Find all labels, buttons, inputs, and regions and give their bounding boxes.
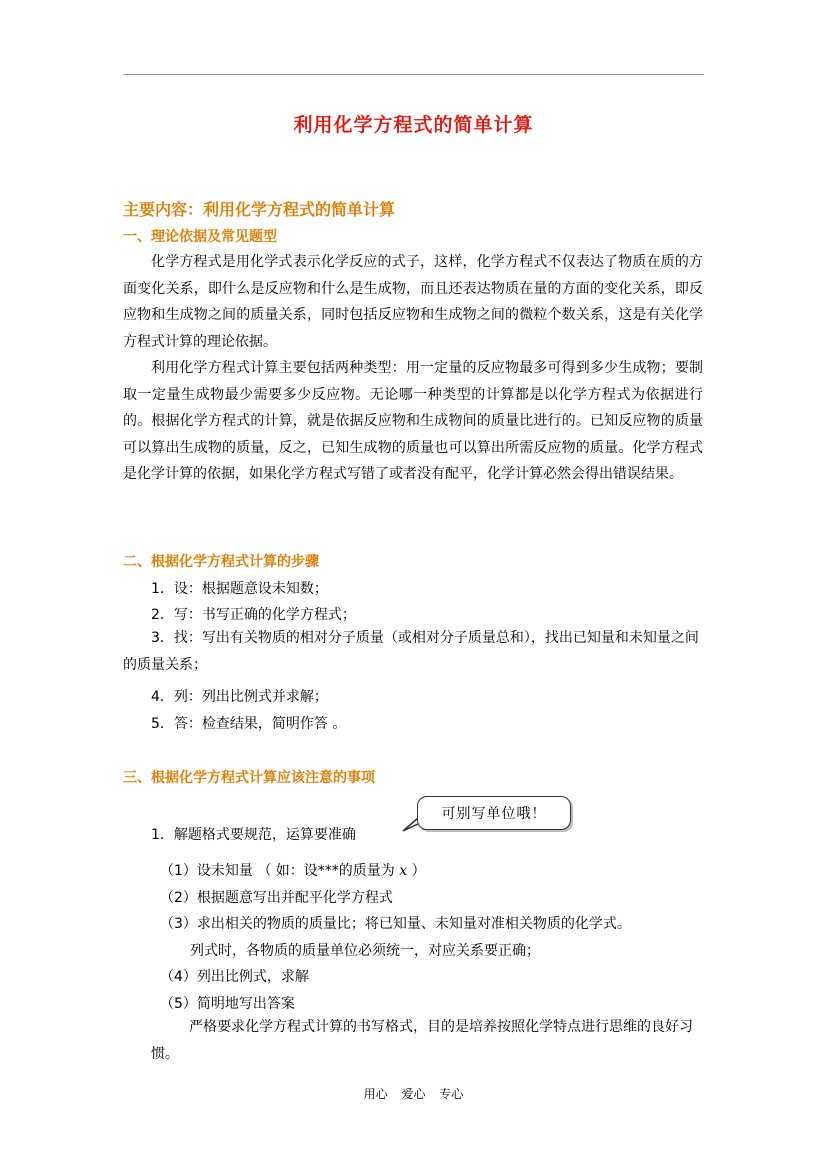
note-sub-1-text: （1）设未知量 （ 如：设***的质量为 [160, 863, 400, 879]
note-sub-3-continued: 列式时，各物质的质量单位必须统一，对应关系要正确； [190, 943, 540, 959]
step-5: 5．答：检查结果，简明作答 。 [151, 716, 347, 732]
section1-paragraph-2: 利用化学方程式计算主要包括两种类型：用一定量的反应物最多可得到多少生成物；要制取一定量生成物最少需要多少反应物。无论哪一种类型的计算都是以化学方程式为依据进行的。根据化学方程式的计算，就是依据反应物和生成物间的质量比进行的。已知反应物的质量可以算出生成物的质量，反之，已知生成物的质量也可以算出所需反应物的质量。化学方程式是化学计算的依据，如果化学方程式写错了或者没有配平，化学计算必然会得出错误结果。 [123, 360, 703, 482]
section2-heading: 二、根据化学方程式计算的步骤 [123, 554, 319, 570]
note-sub-4: （4）列出比例式，求解 [160, 969, 309, 985]
note-sub-5: （5）简明地写出答案 [160, 996, 295, 1012]
step-2: 2．写：书写正确的化学方程式； [151, 607, 356, 623]
main-heading: 主要内容：利用化学方程式的简单计算 [123, 200, 396, 219]
step-1: 1．设：根据题意设未知数； [151, 581, 328, 597]
note-sub-1-end: ） [407, 863, 426, 879]
section1-heading: 一、理论依据及常见题型 [123, 229, 277, 245]
note-sub-3: （3）求出相关的物质的质量比；将已知量、未知量对准相关物质的化学式。 [160, 916, 631, 932]
unknown-variable: x [399, 863, 408, 879]
section1-paragraph-1: 化学方程式是用化学式表示化学反应的式子，这样，化学方程式不仅表达了物质在质的方面变化关系，即什么是反应物和什么是生成物，而且还表达物质在量的方面的变化关系，即反应物和生成物之间的质量关系，同时包括反应物和生成物之间的微粒个数关系，这是有关化学方程式计算的理论依据。 [123, 254, 703, 350]
step-3: 3．找：写出有关物质的相对分子质量（或相对分子质量总和），找出已知量和未知量之间的质量关系； [123, 630, 699, 673]
note-sub-2: （2）根据题意写出并配平化学方程式 [160, 890, 393, 906]
note-sub-1 [160, 860, 426, 880]
section3-heading: 三、根据化学方程式计算应该注意的事项 [123, 770, 375, 786]
callout-bubble: 可别写单位哦！ [417, 796, 571, 830]
step-4: 4．列：列出比例式并求解； [151, 689, 328, 705]
page-footer: 用心 爱心 专心 [363, 1087, 464, 1101]
header-rule [123, 74, 704, 75]
closing-paragraph: 严格要求化学方程式计算的书写格式，目的是培养按照化学特点进行思维的良好习惯。 [151, 1019, 693, 1062]
document-title: 利用化学方程式的简单计算 [293, 114, 534, 136]
note-item-1: 1．解题格式要规范，运算要准确 [151, 827, 356, 843]
